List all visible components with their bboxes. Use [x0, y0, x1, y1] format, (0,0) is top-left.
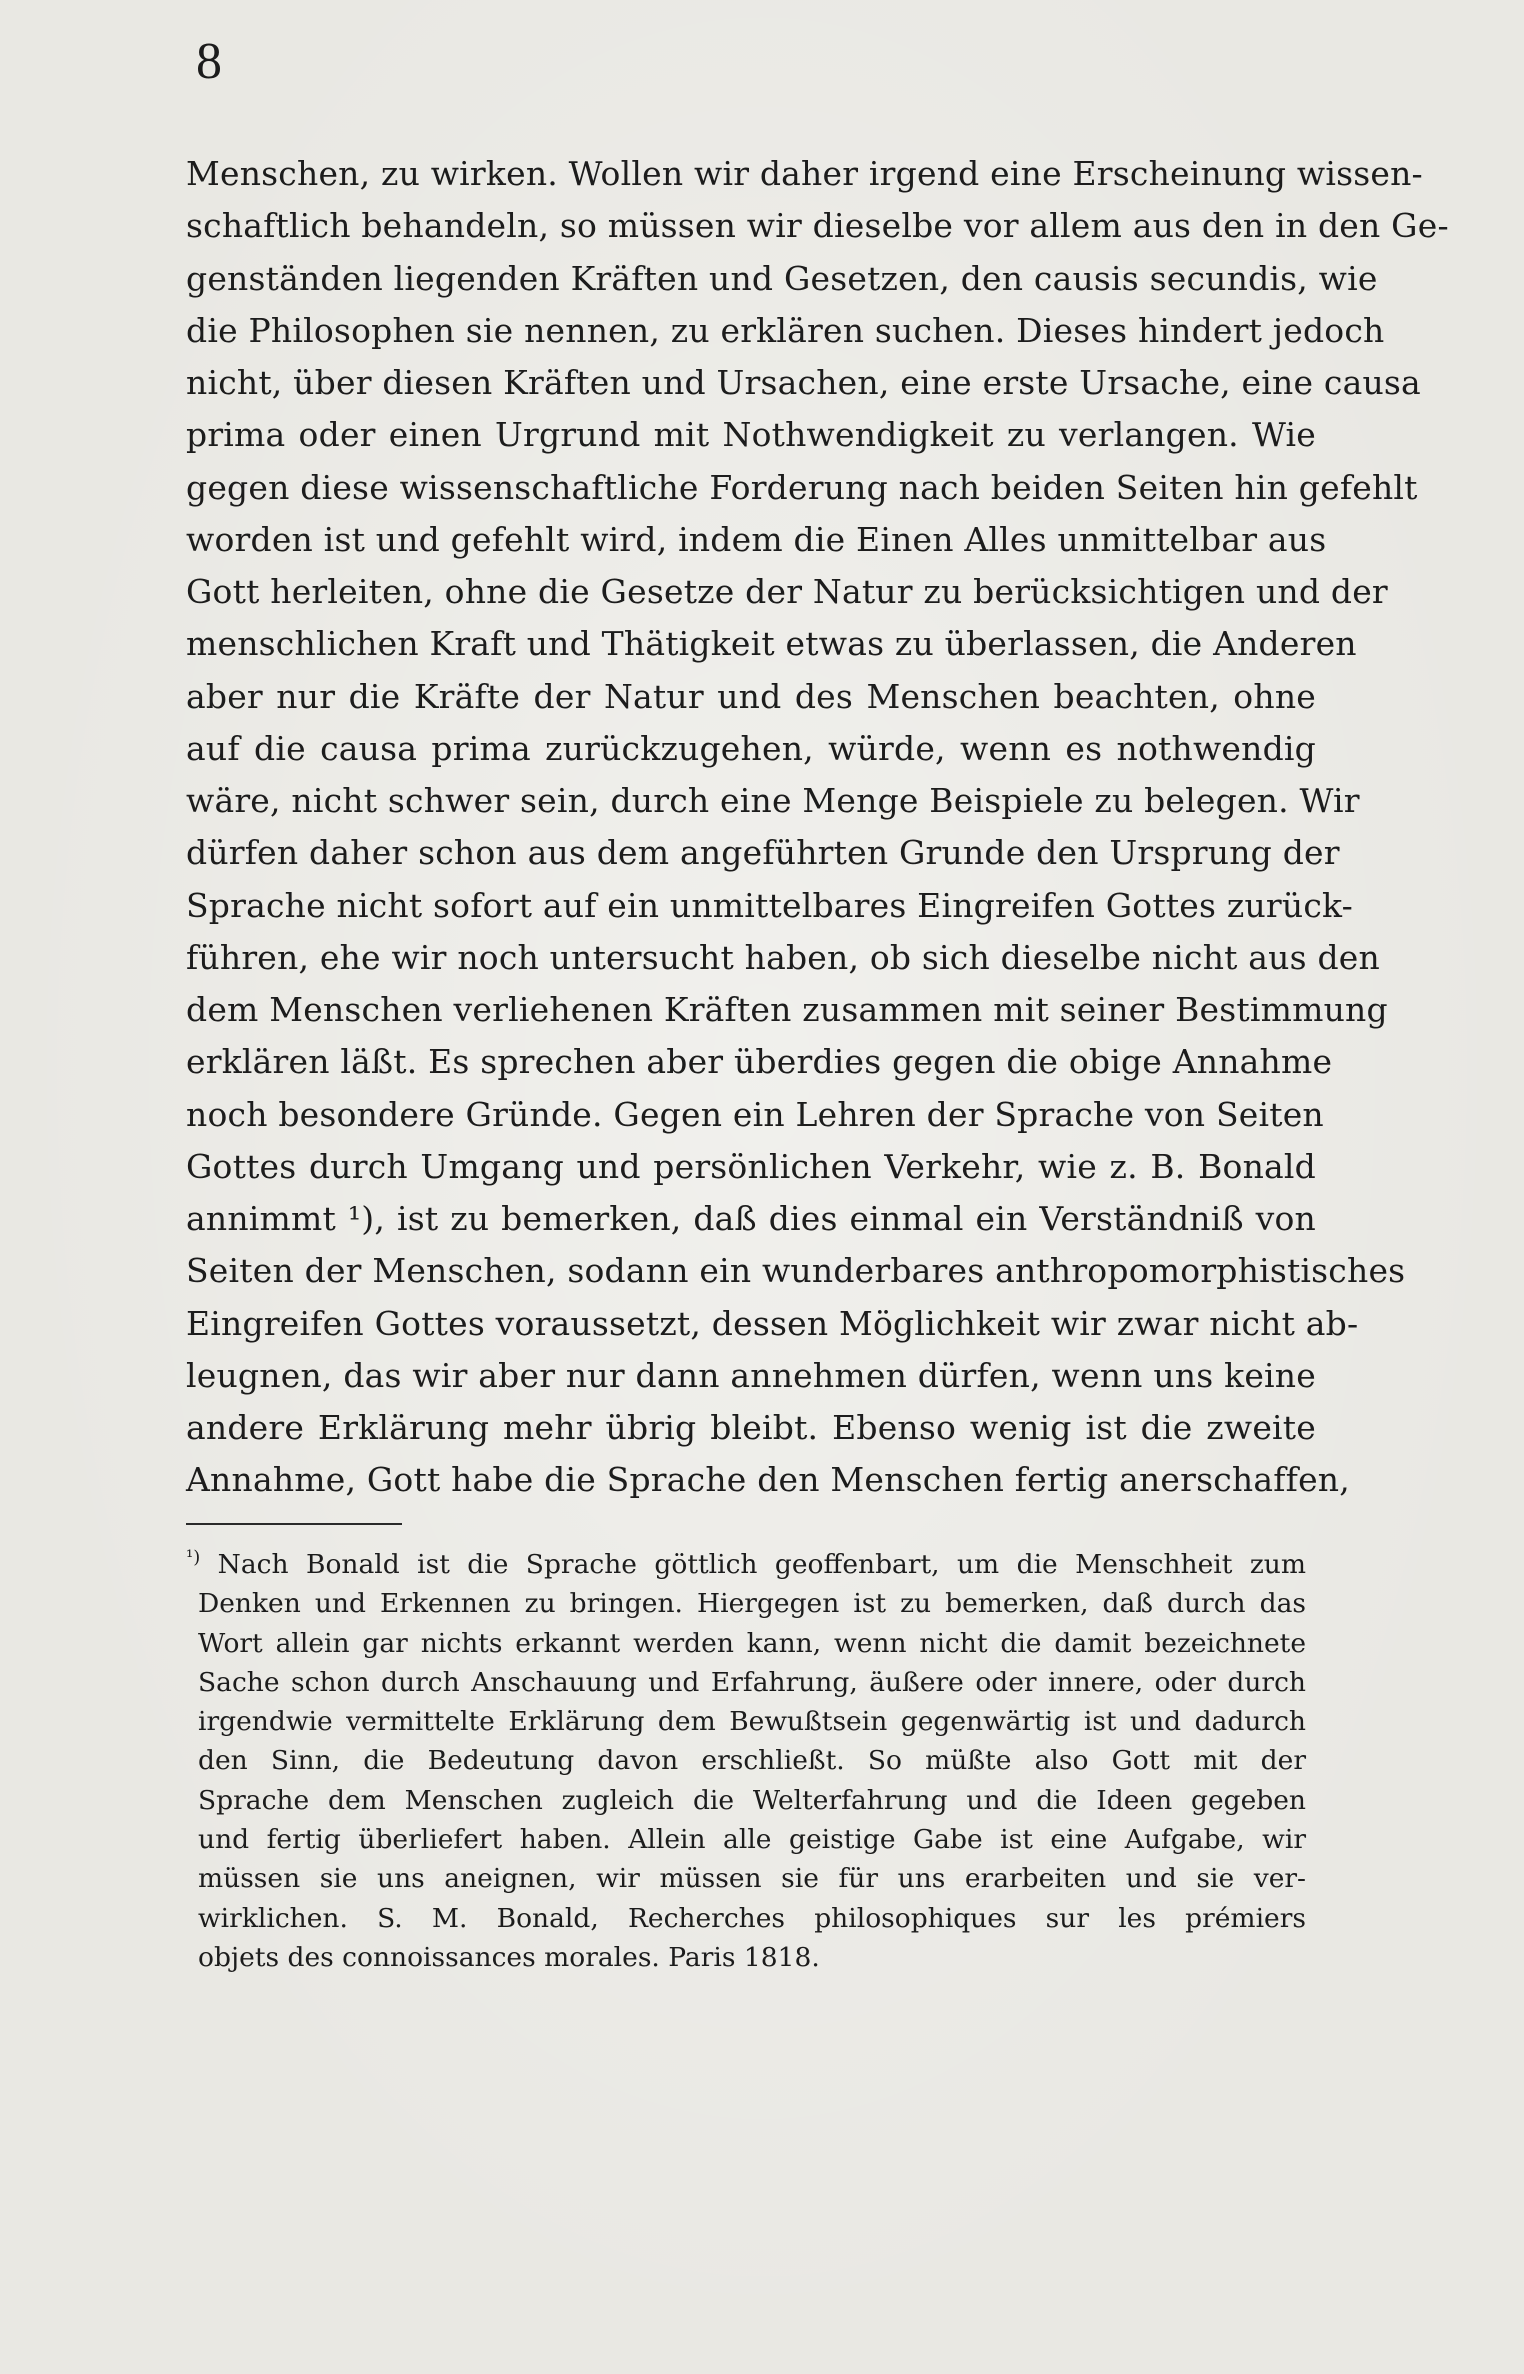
text-line: auf die causa prima zurückzugehen, würde, wenn es nothwendig — [186, 728, 1316, 768]
page-number: 8 — [196, 33, 222, 90]
footnote-line: wirklichen. S. M. Bonald, Recherches philosophiques sur les prémiers — [198, 1902, 1306, 1934]
text-line: Gottes durch Umgang und persönlichen Verkehr, wie z. B. Bonald — [186, 1146, 1316, 1186]
text-line: andere Erklärung mehr übrig bleibt. Ebenso wenig ist die zweite — [186, 1408, 1316, 1447]
text-line: aber nur die Kräfte der Natur und des Menschen beachten, ohne — [186, 676, 1316, 716]
text-line: leugnen, das wir aber nur dann annehmen dürfen, wenn uns keine — [186, 1355, 1316, 1395]
footnote-line — [186, 1545, 1306, 1584]
footnote-line-text: Nach Bonald ist die Sprache göttlich geoffenbart, um die Menschheit zum — [217, 1549, 1306, 1580]
footnote-line: irgendwie vermittelte Erklärung dem Bewußtsein gegenwärtig ist und dadurch — [198, 1706, 1306, 1738]
text-line: worden ist und gefehlt wird, indem die Einen Alles unmittelbar aus — [186, 519, 1327, 559]
footnote-line: Sprache dem Menschen zugleich die Welterfahrung und die Ideen gegeben — [198, 1784, 1306, 1816]
footnote-divider — [186, 1523, 402, 1525]
text-line: Eingreifen Gottes voraussetzt, dessen Möglichkeit wir zwar nicht ab- — [186, 1303, 1359, 1343]
text-line: nicht, über diesen Kräften und Ursachen, eine erste Ursache, eine causa — [186, 363, 1421, 402]
text-line: genständen liegenden Kräften und Gesetzen, den causis secundis, wie — [186, 258, 1378, 298]
text-line: gegen diese wissenschaftliche Forderung nach beiden Seiten hin gefehlt — [186, 467, 1418, 507]
footnote-line: Denken und Erkennen zu bringen. Hiergegen ist zu bemerken, daß durch das — [198, 1588, 1306, 1620]
text-line: dem Menschen verliehenen Kräften zusammen mit seiner Bestimmung — [186, 990, 1388, 1029]
footnote-line: Wort allein gar nichts erkannt werden kann, wenn nicht die damit bezeichnete — [198, 1627, 1306, 1659]
text-line: noch besondere Gründe. Gegen ein Lehren der Sprache von Seiten — [186, 1094, 1324, 1134]
text-line: menschlichen Kraft und Thätigkeit etwas zu überlassen, die Anderen — [186, 624, 1357, 664]
text-line: Sprache nicht sofort auf ein unmittelbares Eingreifen Gottes zurück- — [186, 885, 1353, 925]
footnote-line: Sache schon durch Anschauung und Erfahrung, äußere oder innere, oder durch — [198, 1666, 1306, 1698]
footnote-line: und fertig überliefert haben. Allein alle geistige Gabe ist eine Aufgabe, wir — [198, 1824, 1306, 1856]
footnote-marker: ¹) — [186, 1547, 201, 1569]
footnote-line: objets des connoissances morales. Paris 1818. — [198, 1941, 820, 1973]
text-line: prima oder einen Urgrund mit Nothwendigkeit zu verlangen. Wie — [186, 415, 1316, 455]
footnote-line: müssen sie uns aneignen, wir müssen sie für uns erarbeiten und sie ver- — [198, 1863, 1306, 1895]
text-line: erklären läßt. Es sprechen aber überdies gegen die obige Annahme — [186, 1042, 1333, 1082]
text-line: führen, ehe wir noch untersucht haben, ob sich dieselbe nicht aus den — [186, 937, 1380, 977]
text-line: die Philosophen sie nennen, zu erklären suchen. Dieses hindert jedoch — [186, 310, 1385, 350]
text-line: annimmt ¹), ist zu bemerken, daß dies einmal ein Verständniß von — [186, 1199, 1316, 1238]
text-line: Seiten der Menschen, sodann ein wunderbares anthropomorphistisches — [186, 1251, 1406, 1291]
body-text — [186, 148, 1449, 1507]
footnote-line: den Sinn, die Bedeutung davon erschließt. So müßte also Gott mit der — [198, 1745, 1306, 1777]
text-line: wäre, nicht schwer sein, durch eine Menge Beispiele zu belegen. Wir — [186, 781, 1360, 820]
text-line: Annahme, Gott habe die Sprache den Menschen fertig anerschaffen, — [186, 1460, 1350, 1500]
text-line: schaftlich behandeln, so müssen wir dieselbe vor allem aus den in den Ge- — [186, 206, 1449, 246]
footnote — [186, 1545, 1306, 1977]
text-line: dürfen daher schon aus dem angeführten Grunde den Ursprung der — [186, 833, 1340, 873]
text-line: Gott herleiten, ohne die Gesetze der Natur zu berücksichtigen und der — [186, 572, 1388, 611]
text-line: Menschen, zu wirken. Wollen wir daher irgend eine Erscheinung wissen- — [186, 154, 1423, 193]
